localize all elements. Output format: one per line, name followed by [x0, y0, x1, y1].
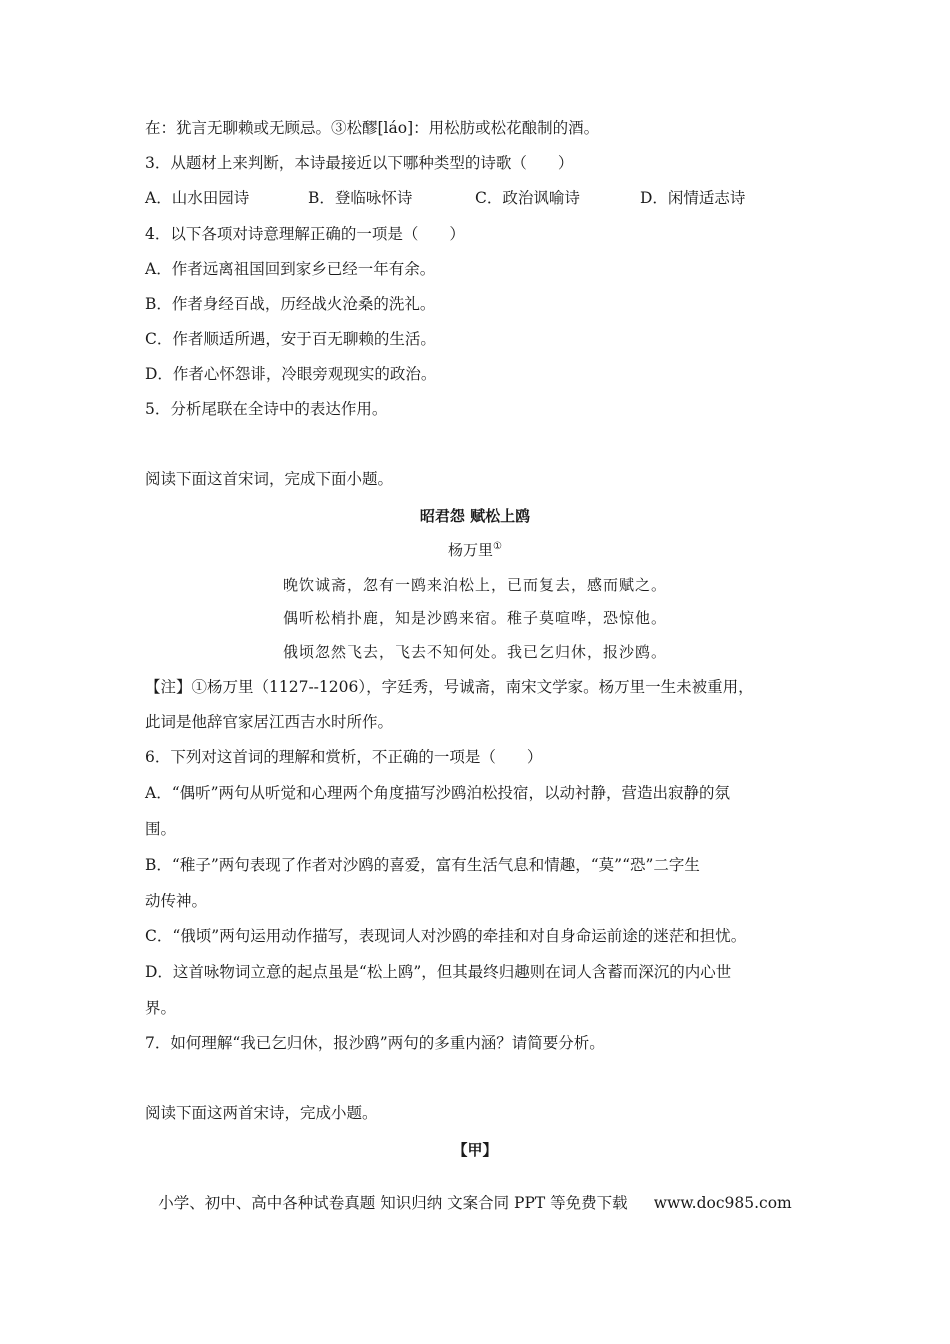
poem-title: 昭君怨 赋松上鸥	[419, 507, 531, 525]
question-4-option-d: D．作者心怀怨诽，冷眼旁观现实的政治。	[145, 365, 437, 383]
option-b: B．登临咏怀诗	[308, 189, 413, 207]
question-6-option-a-cont: 围。	[145, 820, 177, 838]
page-footer	[0, 1191, 950, 1213]
question-6: 6．下列对这首词的理解和赏析，不正确的一项是（ ）	[145, 748, 543, 766]
poem-note-line-1: 【注】①杨万里（1127--1206），字廷秀，号诚斋，南宋文学家。杨万里一生未被重用，	[145, 678, 754, 696]
question-3-options	[145, 188, 745, 208]
poem-line-1: 偶听松梢扑鹿，知是沙鸥来宿。稚子莫喧哗，恐惊他。	[282, 609, 667, 627]
reading-intro-ci: 阅读下面这首宋词，完成下面小题。	[145, 470, 394, 488]
subsection-jia: 【甲】	[452, 1141, 498, 1159]
question-6-option-a: A．“偶听”两句从听觉和心理两个角度描写沙鸥泊松投宿，以动衬静，营造出寂静的氛	[145, 784, 731, 802]
reading-intro-shi: 阅读下面这两首宋诗，完成小题。	[145, 1104, 378, 1122]
poem-author-footnote-mark: ①	[493, 541, 502, 552]
question-4-option-c: C．作者顺适所遇，安于百无聊赖的生活。	[145, 330, 436, 348]
option-c: C．政治讽喻诗	[475, 189, 580, 207]
question-6-option-d: D．这首咏物词立意的起点虽是“松上鸥”，但其最终归趣则在词人含蓄而深沉的内心世	[145, 963, 732, 981]
poem-preface: 晚饮诚斋，忽有一鸥来泊松上，已而复去，感而赋之。	[282, 576, 667, 594]
poem-author-name: 杨万里	[448, 541, 494, 559]
question-6-option-d-cont: 界。	[145, 999, 177, 1017]
question-6-option-b-cont: 动传神。	[145, 892, 208, 910]
question-6-option-c: C．“俄顷”两句运用动作描写，表现词人对沙鸥的牵挂和对自身命运前途的迷茫和担忧。	[145, 927, 747, 945]
footer-url[interactable]: www.doc985.com	[653, 1194, 792, 1212]
question-3: 3．从题材上来判断，本诗最接近以下哪种类型的诗歌（ ）	[145, 154, 574, 172]
question-4: 4．以下各项对诗意理解正确的一项是（ ）	[145, 225, 465, 243]
poem-line-2: 俄顷忽然飞去，飞去不知何处。我已乞归休，报沙鸥。	[282, 643, 667, 661]
question-4-option-b: B．作者身经百战，历经战火沧桑的洗礼。	[145, 295, 436, 313]
poem-author	[0, 539, 950, 560]
option-d: D．闲情适志诗	[640, 189, 746, 207]
question-4-option-a: A．作者远离祖国回到家乡已经一年有余。	[145, 260, 436, 278]
note-continuation: 在：犹言无聊赖或无顾忌。③松醪[láo]：用松肪或松花酿制的酒。	[145, 119, 600, 137]
question-5: 5．分析尾联在全诗中的表达作用。	[145, 400, 388, 418]
poem-note-line-2: 此词是他辞官家居江西吉水时所作。	[145, 713, 394, 731]
footer-text: 小学、初中、高中各种试卷真题 知识归纳 文案合同 PPT 等免费下载	[158, 1194, 628, 1212]
question-6-option-b: B．“稚子”两句表现了作者对沙鸥的喜爱，富有生活气息和情趣，“莫”“恐”二字生	[145, 856, 700, 874]
question-7: 7．如何理解“我已乞归休，报沙鸥”两句的多重内涵？请简要分析。	[145, 1034, 605, 1052]
option-a: A．山水田园诗	[145, 189, 250, 207]
